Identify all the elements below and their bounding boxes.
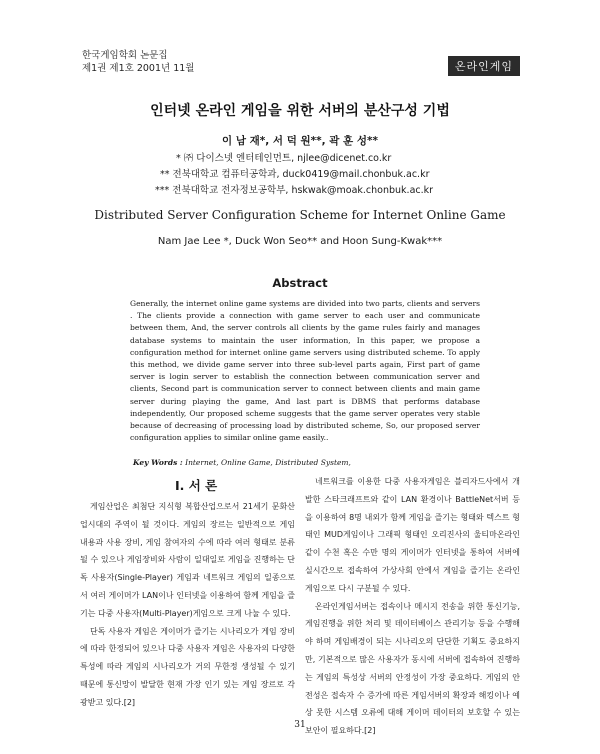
journal-name: 한국게임학회 논문집 bbox=[82, 50, 168, 61]
left-paragraph-1: 게임산업은 최첨단 지식형 복합산업으로서 21세기 문화산업시대의 주역이 될 것이다. 게임의 장르는 일반적으로 게임 내용과 사용 장비, 게임 참여자의 수에 따라 여러 형태로 분류될 수 있으나 게임장비와 사람이 일대일로 게임을 진행하는 단독 사용자(Single-Player) 게임과 네트워크 게임의 일종으로서 여러 게이머가 LAN이나 인터넷을 이용하여 함께 게임을 즐기는 다중 사용자(Multi-Player)게임으로 크게 나눌 수 있다. bbox=[80, 502, 295, 618]
page-number: 31 bbox=[294, 720, 306, 730]
right-paragraph-1: 네트워크를 이용한 다중 사용자게임은 블리자드사에서 개발한 스타크래프트와 같이 LAN 환경이나 BattleNet서버 등을 이용하여 8명 내외가 함께 게임을 즐기는 형태와 텍스트 형태인 MUD게임이나 그래픽 형태인 오리진사의 울티마온라인 같이 수천 혹은 수만 명의 게이머가 인터넷을 통하여 서버에 실시간으로 접속하여 가상사회 안에서 게임을 즐기는 온라인게임으로 다시 구분될 수 있다. bbox=[305, 477, 520, 593]
left-paragraph-2: 단독 사용자 게임은 게이머가 즐기는 시나리오가 게임 장비에 따라 한정되어 있으나 다중 사용자 게임은 사용자의 다양한 특성에 따라 게임의 시나리오가 거의 무한정 생성될 수 있기 때문에 통신망이 발달한 현재 가장 인기 있는 게임 장르로 각광받고 있다.[2] bbox=[80, 626, 295, 707]
keywords-text: Internet, Online Game, Distributed System, bbox=[185, 458, 351, 467]
affiliation-3: *** 전북대학교 전자정보공학부, hskwak@moak.chonbuk.ac.kr bbox=[155, 185, 434, 196]
journal-info bbox=[82, 49, 194, 75]
affiliation-2: ** 전북대학교 컴퓨터공학과, duck0419@mail.chonbuk.ac.kr bbox=[160, 169, 430, 180]
paper-title-korean: 인터넷 온라인 게임을 위한 서버의 분산구성 기법 bbox=[150, 103, 450, 119]
category-badge: 온라인게임 bbox=[448, 56, 520, 76]
right-column bbox=[305, 473, 520, 740]
authors-english: Nam Jae Lee *, Duck Won Seo** and Hoon Sung-Kwak*** bbox=[157, 236, 443, 247]
left-column bbox=[80, 498, 295, 712]
journal-issue: 제1권 제1호 2001년 11월 bbox=[82, 63, 195, 74]
affiliation-1: * ㈜ 다이스넷 엔터테인먼트, njlee@dicenet.co.kr bbox=[176, 153, 392, 164]
paper-title-english: Distributed Server Configuration Scheme for Internet Online Game bbox=[94, 208, 506, 222]
abstract-body: Generally, the internet online game systems are divided into two parts, clients and servers . The clients provide a connection with game server to each user and communicate between them, And, the server controls all clients by the game rules fairly and manages database systems to maintain the user information, In this paper, we propose a configuration method for internet online game servers using distributed scheme. To apply this method, we divide game server into three sub-level parts again, First part of game server is login server to establish the connection between communication server and clients, Second part is communication server to connect between clients and main game server during playing the game, And last part is DBMS that performs database independently, Our proposed scheme suggests that the game server operates very stable because of decreasing of processing load by distributed scheme, So, our proposed server configuration applies to similar online game easily.. bbox=[130, 299, 480, 443]
abstract-heading: Abstract bbox=[272, 276, 328, 290]
authors-korean: 이 남 재*, 서 덕 원**, 곽 훈 성** bbox=[222, 135, 378, 147]
keywords bbox=[133, 458, 351, 467]
keywords-label: Key Words : bbox=[133, 458, 183, 467]
section-heading-introduction: I. 서 론 bbox=[175, 478, 218, 493]
right-paragraph-2: 온라인게임서버는 접속이나 메시지 전송을 위한 통신기능, 게임진행을 위한 처리 및 데이터베이스 관리기능 등을 수행해야 하며 게임배경이 되는 시나리오의 단단한 기획도 중요하지만, 기본적으로 많은 사용자가 동시에 서버에 접속하여 진행하는 게임의 특성상 서버의 안정성이 가장 중요하다. 게임의 안전성은 접속자 수 증가에 따른 게임서버의 확장과 해킹이나 예상 못한 시스템 오류에 대해 게이머 데이터의 보호할 수 있는 보안이 필요하다.[2] bbox=[305, 601, 520, 736]
